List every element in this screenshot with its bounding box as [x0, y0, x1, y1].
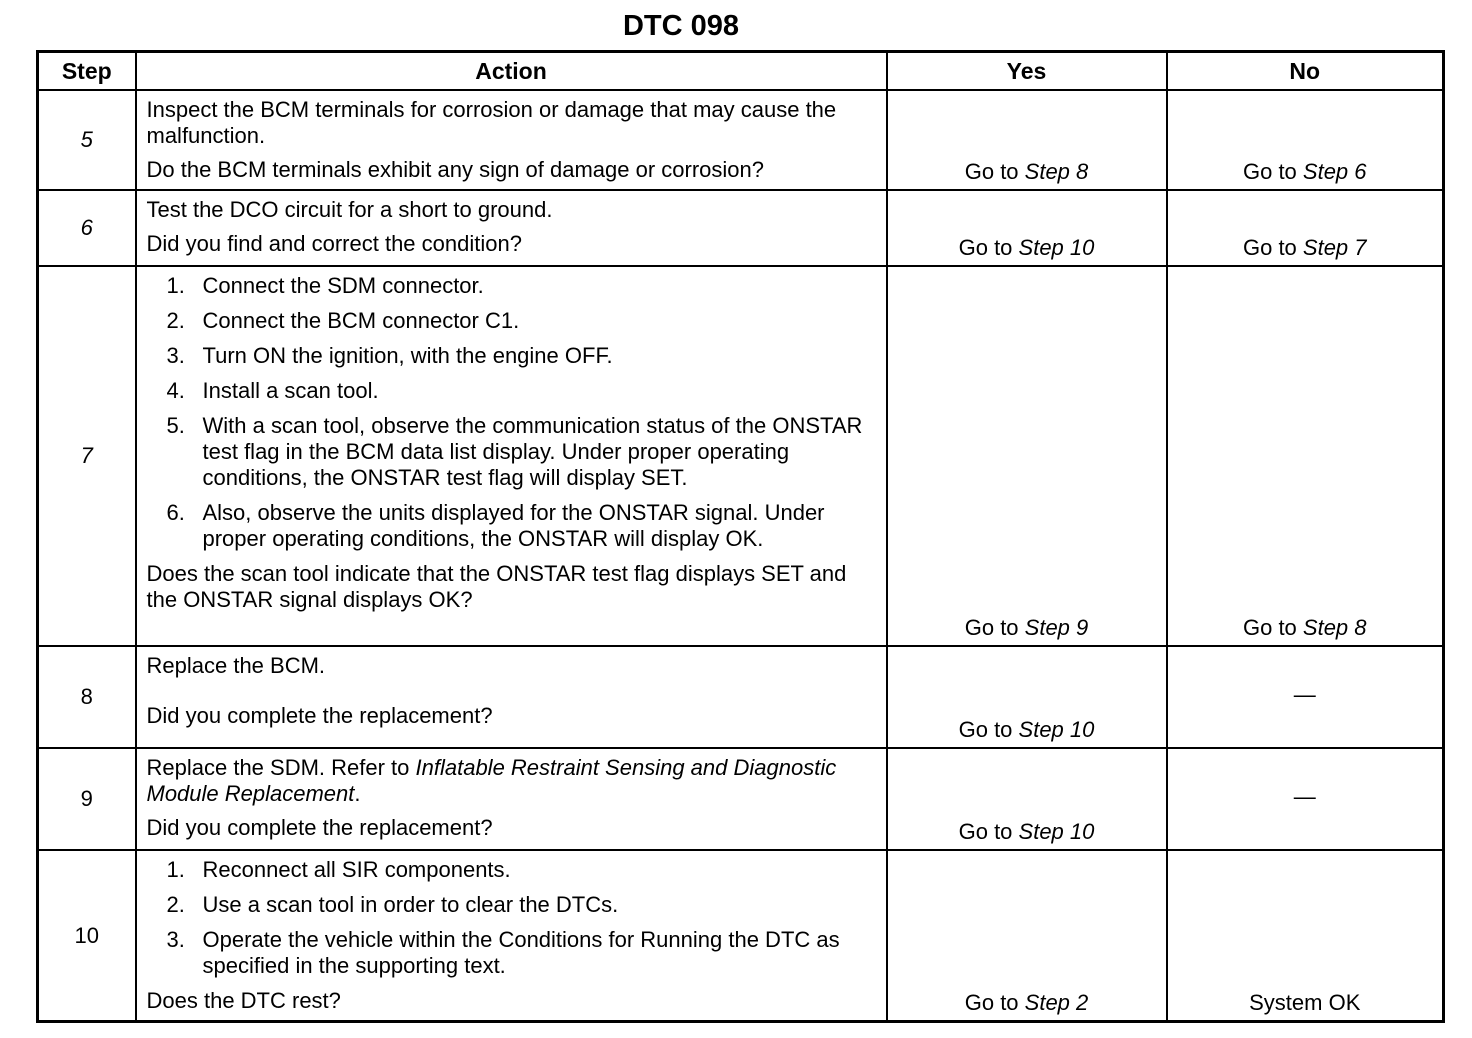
- yes-prefix: Go to: [964, 159, 1025, 184]
- no-step-ref: Step 8: [1302, 615, 1367, 640]
- yes-cell: [887, 646, 1167, 748]
- no-step-ref: Step 6: [1302, 159, 1367, 184]
- page-title: DTC 098: [622, 10, 740, 42]
- no-cell: [1167, 90, 1444, 190]
- no-prefix: Go to: [1242, 235, 1303, 260]
- header-yes: Yes: [887, 52, 1167, 91]
- step-number: 6: [38, 190, 136, 266]
- list-item: 1. Reconnect all SIR components.: [166, 857, 511, 882]
- action-cell: [136, 90, 887, 190]
- reference-title: Inflatable Restraint Sensing and Diagnostic Module Replacement: [146, 755, 837, 806]
- question-text: Did you complete the replacement?: [146, 815, 493, 840]
- step-number: 10: [38, 850, 136, 1022]
- header-row: [38, 52, 1444, 91]
- yes-cell: [887, 748, 1167, 850]
- no-cell: System OK: [1167, 850, 1444, 1022]
- yes-cell: [887, 266, 1167, 646]
- step-number: 9: [38, 748, 136, 850]
- yes-prefix: Go to: [958, 235, 1019, 260]
- no-cell: [1167, 266, 1444, 646]
- action-cell: [136, 748, 887, 850]
- yes-step-ref: Step 9: [1024, 615, 1089, 640]
- table-row: [38, 90, 1444, 190]
- no-prefix: Go to: [1242, 615, 1303, 640]
- yes-step-ref: Step 8: [1024, 159, 1089, 184]
- action-cell: [136, 266, 887, 646]
- yes-prefix: Go to: [958, 819, 1019, 844]
- yes-prefix: Go to: [964, 990, 1025, 1015]
- table-row: [38, 646, 1444, 748]
- list-item: 1. Connect the SDM connector.: [166, 273, 484, 298]
- question-text: Do the BCM terminals exhibit any sign of damage or corrosion?: [146, 157, 765, 182]
- step-number: 7: [38, 266, 136, 646]
- no-cell: —: [1167, 748, 1444, 850]
- action-cell: [136, 850, 887, 1022]
- action-text: Replace the BCM.: [146, 653, 326, 678]
- header-step: Step: [38, 52, 136, 91]
- list-item: 2. Connect the BCM connector C1.: [166, 308, 520, 333]
- action-cell: [136, 190, 887, 266]
- header-action: Action: [136, 52, 887, 91]
- action-cell: [136, 646, 887, 748]
- list-item: 4. Install a scan tool.: [166, 378, 379, 403]
- action-text: Replace the SDM. Refer to Inflatable Restraint Sensing and Diagnostic Module Replacement.: [146, 755, 837, 806]
- yes-step-ref: Step 10: [1018, 819, 1095, 844]
- no-prefix: Go to: [1242, 159, 1303, 184]
- question-text: Does the DTC rest?: [146, 988, 341, 1013]
- action-text: Inspect the BCM terminals for corrosion or damage that may cause the malfunction.: [146, 97, 837, 148]
- list-item: 3. Turn ON the ignition, with the engine OFF.: [166, 343, 613, 368]
- question-text: Does the scan tool indicate that the ONSTAR test flag displays SET and the ONSTAR signal displays OK?: [146, 561, 847, 612]
- header-no: No: [1167, 52, 1444, 91]
- yes-step-ref: Step 10: [1018, 717, 1095, 742]
- procedure-list: [147, 273, 876, 552]
- procedure-list: [147, 857, 876, 979]
- table-row: [38, 190, 1444, 266]
- yes-prefix: Go to: [964, 615, 1025, 640]
- step-number: 8: [38, 646, 136, 748]
- yes-cell: [887, 190, 1167, 266]
- question-text: Did you complete the replacement?: [146, 703, 493, 728]
- no-cell: [1167, 190, 1444, 266]
- action-text: Test the DCO circuit for a short to ground.: [146, 197, 553, 222]
- list-item: 5. With a scan tool, observe the communication status of the ONSTAR test flag in the BCM data list display. Under proper operating conditions, the ONSTAR test flag will display SET.: [166, 413, 863, 490]
- list-item: 3. Operate the vehicle within the Conditions for Running the DTC as specified in the supporting text.: [166, 927, 840, 978]
- list-item: 6. Also, observe the units displayed for the ONSTAR signal. Under proper operating conditions, the ONSTAR will display OK.: [166, 500, 825, 551]
- yes-cell: [887, 90, 1167, 190]
- table-row: [38, 850, 1444, 1022]
- no-step-ref: Step 7: [1302, 235, 1367, 260]
- diagnostic-table: [36, 50, 1445, 1023]
- yes-step-ref: Step 2: [1024, 990, 1089, 1015]
- no-cell: —: [1167, 646, 1444, 748]
- step-number: 5: [38, 90, 136, 190]
- table-row: [38, 266, 1444, 646]
- list-item: 2. Use a scan tool in order to clear the DTCs.: [166, 892, 619, 917]
- yes-prefix: Go to: [958, 717, 1019, 742]
- table-row: [38, 748, 1444, 850]
- yes-cell: [887, 850, 1167, 1022]
- question-text: Did you find and correct the condition?: [146, 231, 522, 256]
- yes-step-ref: Step 10: [1018, 235, 1095, 260]
